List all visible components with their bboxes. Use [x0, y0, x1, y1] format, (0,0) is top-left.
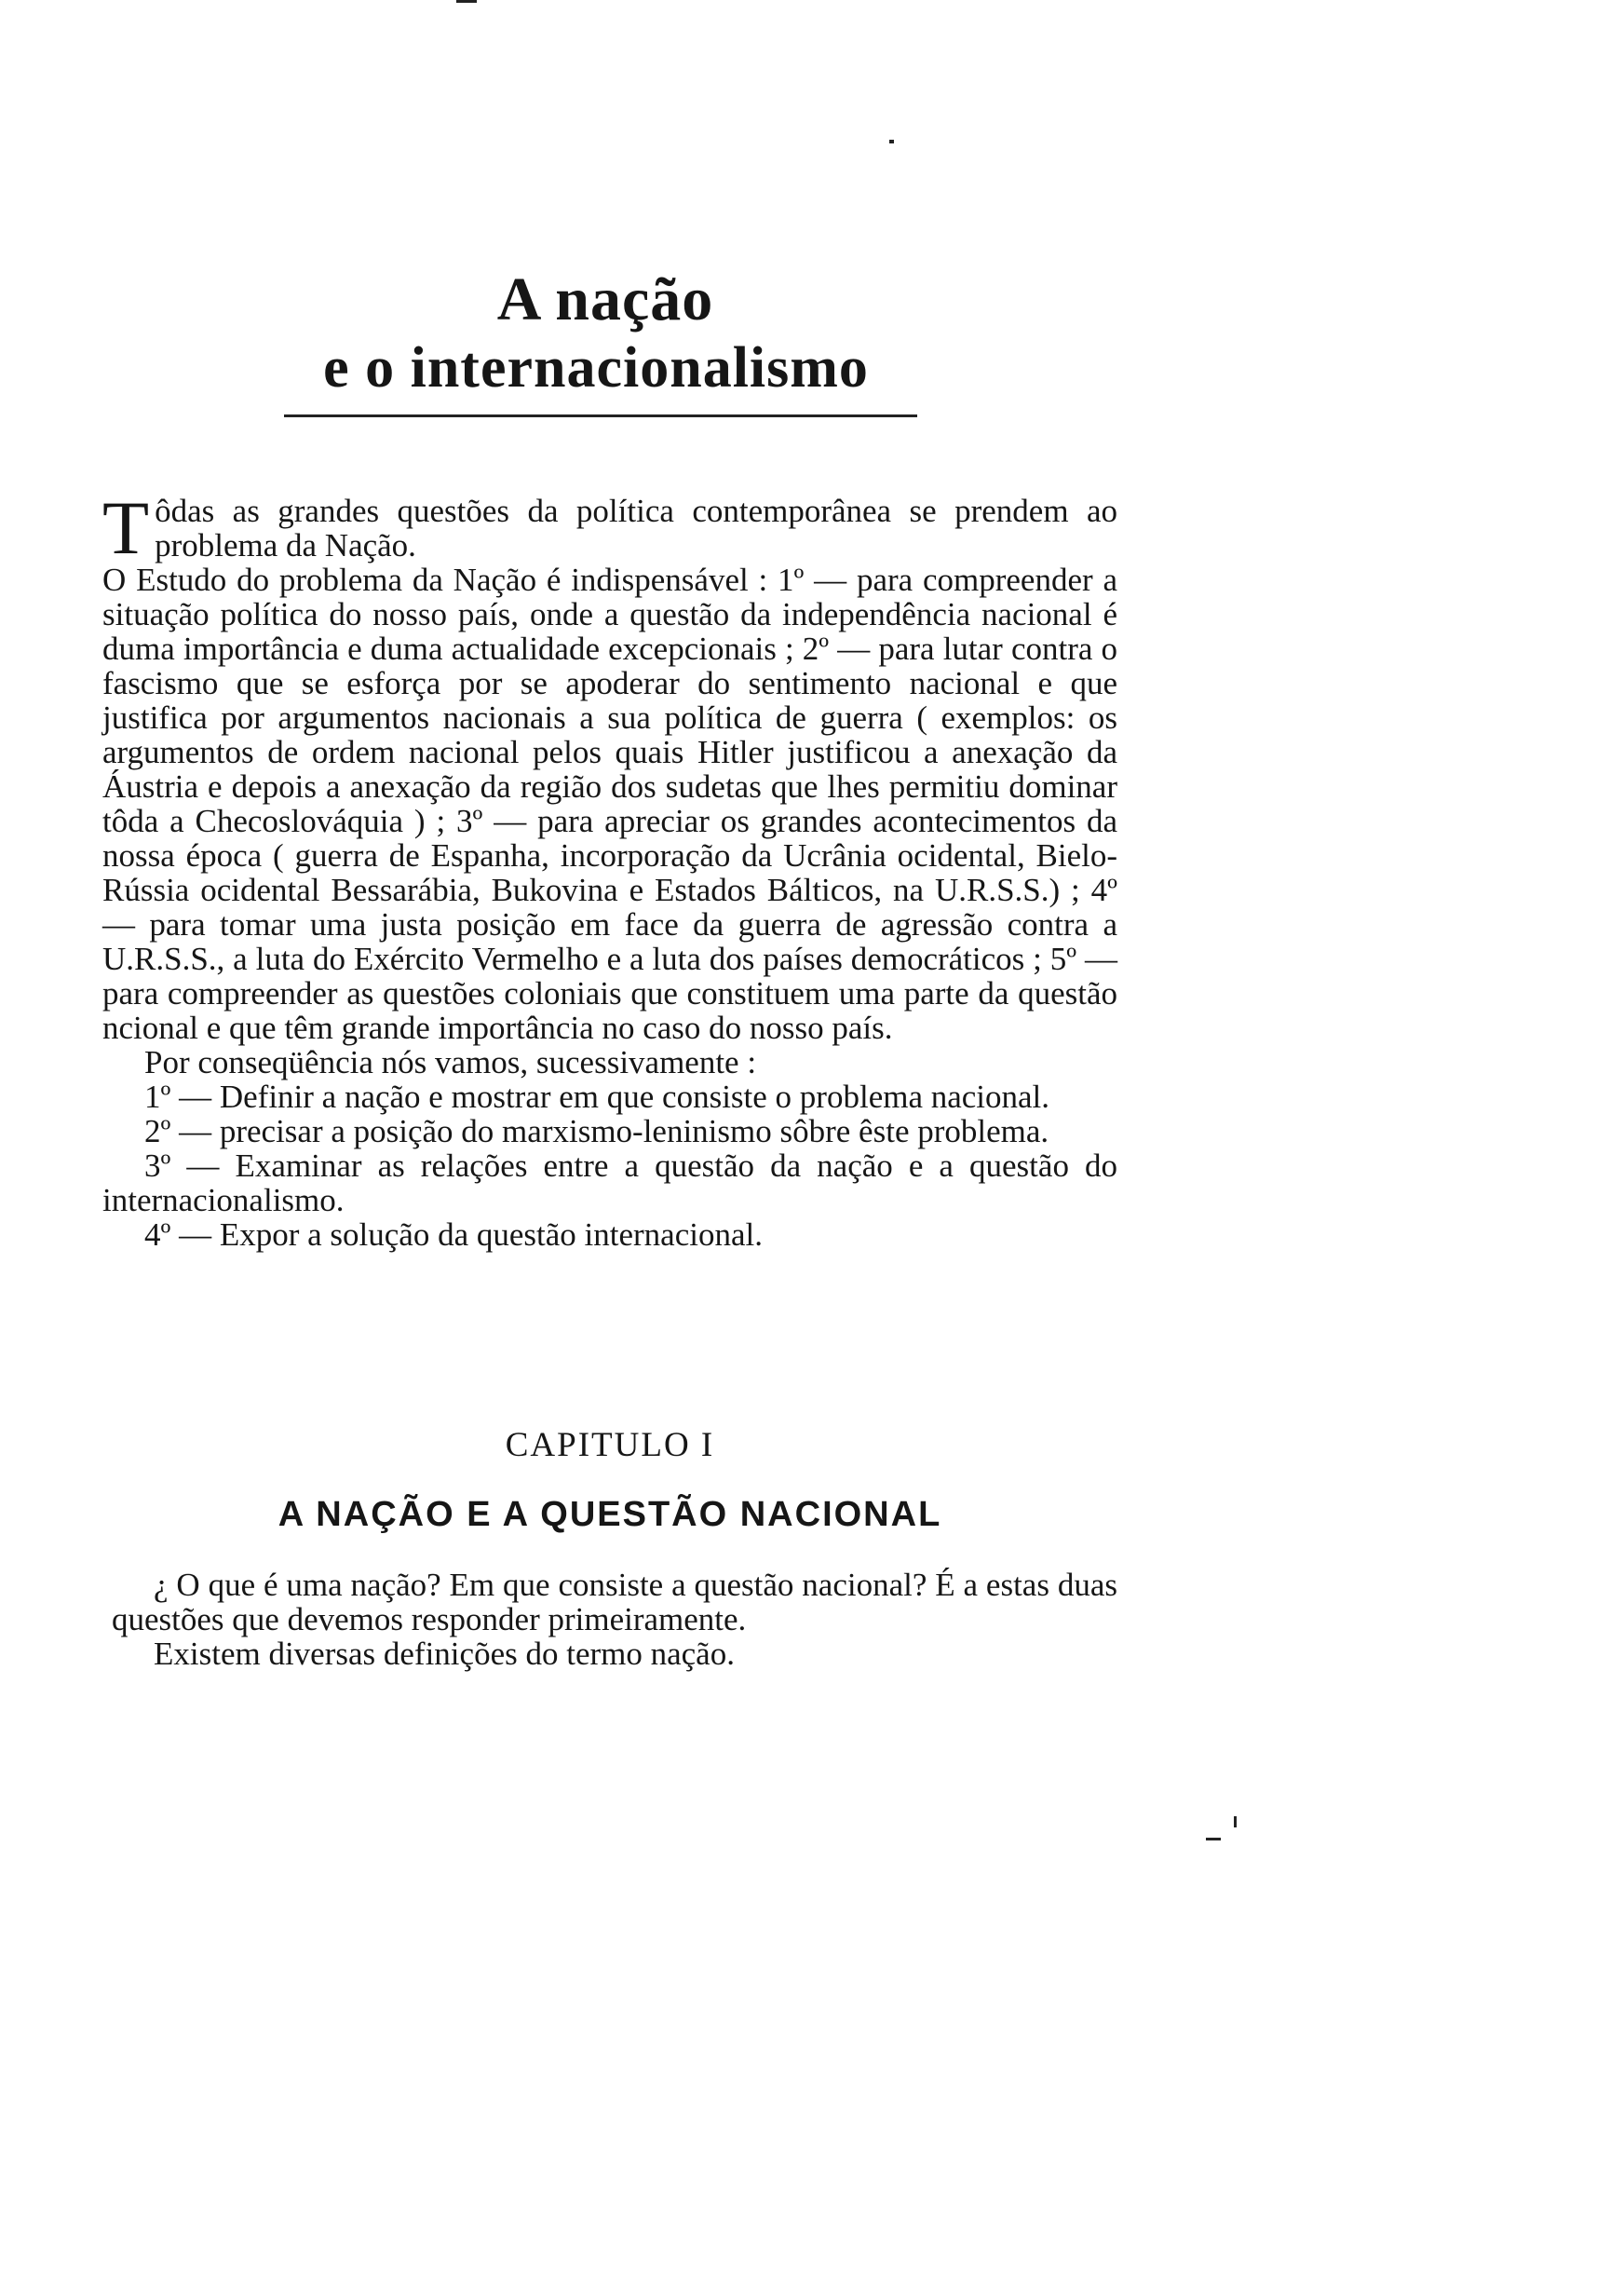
intro-paragraph-1 [102, 485, 1117, 570]
intro-paragraph-2: O Estudo do problema da Nação é indispensável : 1º — para compreender a situação política do nosso país, onde a questão da independência nacional é duma importância e duma actualidade excepcionais ; 2º — para lutar contra o fascismo que se esforça por se apoderar do sentimento nacional e que justifica por argumentos nacionais a sua política de guerra ( exemplos: os argumentos de ordem nacional pelos quais Hitler justificou a anexação da Áustria e depois a anexação da região dos sudetas que lhes permitiu dominar tôda a Checoslováquia ) ; 3º — para apreciar os grandes acontecimentos da nossa época ( guerra de Espanha, incorporação da Ucrânia ocidental, Bielo-Rússia ocidental Bessarábia, Bukovina e Estados Bálticos, na U.R.S.S.) ; 4º — para tomar uma justa posição em face da guerra de agressão contra a U.R.S.S., a luta do Exército Vermelho e a luta dos países democráticos ; 5º — para compreender as questões coloniais que constituem uma parte da questão ncional e que têm grande importância no caso do nosso país. [102, 562, 1117, 1046]
scan-mark [456, 0, 477, 3]
title-line-1: A nação [496, 265, 714, 333]
chapter-paragraph-1: ¿ O que é uma nação? Em que consiste a questão nacional? É a estas duas questões que devemos responder primeiramente. [112, 1567, 1117, 1637]
intro-paragraph-3: Por conseqüência nós vamos, sucessivamente : [144, 1044, 757, 1080]
title-underline [284, 414, 917, 417]
intro-paragraph-1-text: ôdas as grandes questões da política contemporânea se prendem ao problema da Nação. [155, 493, 1117, 564]
article-title [270, 265, 922, 401]
scan-mark [1234, 1816, 1237, 1827]
chapter-title: A NAÇÃO E A QUESTÃO NACIONAL [277, 1495, 942, 1534]
list-item: 3º — Examinar as relações entre a questão da nação e a questão do internacionalismo. [102, 1148, 1117, 1218]
list-item: 2º — precisar a posição do marxismo-leninismo sôbre êste problema. [144, 1113, 1049, 1149]
scan-mark [1206, 1838, 1221, 1840]
list-item: 4º — Expor a solução da questão internacional. [144, 1216, 763, 1253]
chapter-text [112, 1568, 1117, 1671]
intro-text [102, 485, 1117, 1253]
list-item: 1º — Definir a nação e mostrar em que consiste o problema nacional. [144, 1079, 1050, 1115]
chapter-label: CAPITULO I [505, 1426, 715, 1464]
chapter-paragraph-2: Existem diversas definições do termo nação. [154, 1636, 735, 1672]
scan-mark [889, 140, 894, 143]
title-line-2: e o internacionalismo [323, 336, 869, 400]
drop-cap: T [102, 485, 150, 570]
